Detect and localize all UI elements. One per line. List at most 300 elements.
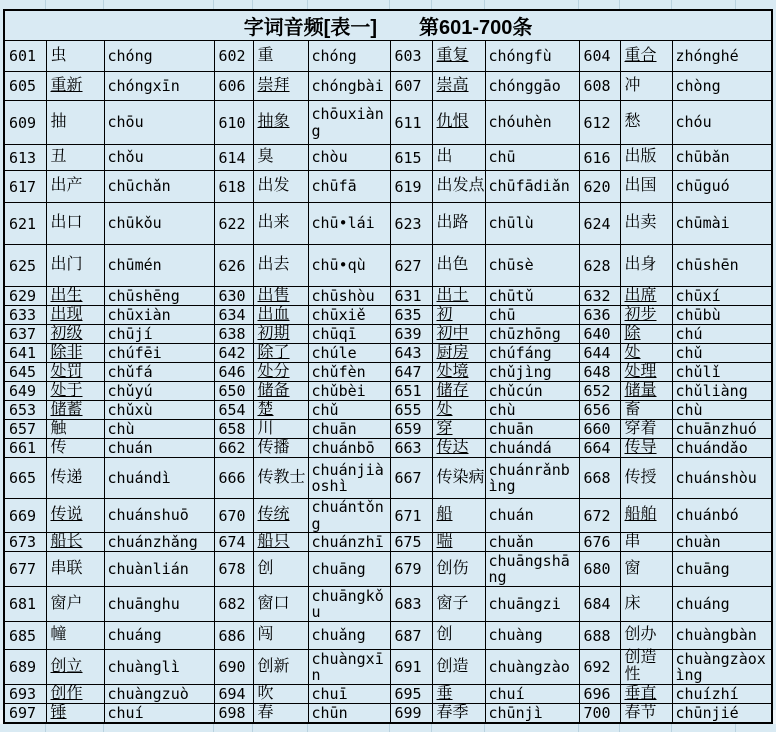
pinyin-cell: chuānzhuó [672,420,772,439]
pinyin-cell: chóngfù [485,41,579,72]
hanzi-link-cell[interactable]: 处 [620,344,672,363]
gridline [307,0,308,9]
gridline [619,0,620,9]
entry-number-cell: 639 [390,325,432,344]
hanzi-link-cell[interactable]: 处分 [253,363,308,382]
pinyin-cell: chuízhí [672,685,772,704]
entry-number-cell: 686 [214,622,253,650]
table-row [4,171,772,203]
hanzi-link-cell[interactable]: 除 [620,325,672,344]
hanzi-cell: 川 [253,420,308,439]
pinyin-cell: chūn [308,704,390,724]
table-row [4,458,772,499]
hanzi-link-cell[interactable]: 出生 [46,287,104,306]
hanzi-link-cell[interactable]: 处罚 [46,363,104,382]
hanzi-cell: 触 [46,420,104,439]
pinyin-cell: chūxiě [308,306,390,325]
title-right: 第601-700条 [419,17,533,39]
pinyin-cell: chūshēn [672,245,772,287]
hanzi-cell: 出发 [253,171,308,203]
pinyin-cell: chù [485,401,579,420]
entry-number-cell: 667 [390,458,432,499]
hanzi-link-cell[interactable]: 重新 [46,72,104,101]
entry-number-cell: 623 [390,203,432,245]
pinyin-cell: chōuxiàng [308,101,390,145]
hanzi-link-cell[interactable]: 出现 [46,306,104,325]
entry-number-cell: 616 [579,145,620,171]
entry-number-cell: 646 [214,363,253,382]
pinyin-cell: chūlù [485,203,579,245]
entry-number-cell: 693 [4,685,46,704]
hanzi-link-cell[interactable]: 厨房 [432,344,485,363]
entry-number-cell: 680 [579,552,620,587]
pinyin-cell: chūguó [672,171,772,203]
table-row [4,145,772,171]
hanzi-link-cell[interactable]: 传统 [253,499,308,533]
entry-number-cell: 653 [4,401,46,420]
pinyin-cell: chūbǎn [672,145,772,171]
hanzi-cell: 春 [253,704,308,724]
table-row [4,306,772,325]
pinyin-cell: chóngxīn [104,72,214,101]
entry-number-cell: 678 [214,552,253,587]
pinyin-cell: chuàngzàoxìng [672,650,772,685]
spreadsheet-gridline-strip-top [0,0,776,9]
hanzi-link-cell[interactable]: 船 [432,499,485,533]
pinyin-cell: chuànglì [104,650,214,685]
hanzi-link-cell[interactable]: 传达 [432,439,485,458]
pinyin-cell: chǔ [308,401,390,420]
vocab-table [3,9,773,724]
hanzi-link-cell[interactable]: 储存 [432,382,485,401]
entry-number-cell: 677 [4,552,46,587]
gridline [103,724,104,732]
table-row [4,420,772,439]
pinyin-cell: chóuhèn [485,101,579,145]
entry-number-cell: 663 [390,439,432,458]
pinyin-cell: chūkǒu [104,203,214,245]
hanzi-link-cell[interactable]: 初期 [253,325,308,344]
hanzi-link-cell[interactable]: 抽象 [253,101,308,145]
hanzi-link-cell[interactable]: 出席 [620,287,672,306]
pinyin-cell: chuí [104,704,214,724]
hanzi-link-cell[interactable]: 初 [432,306,485,325]
entry-number-cell: 656 [579,401,620,420]
gridline [389,724,390,732]
hanzi-cell: 出版 [620,145,672,171]
entry-number-cell: 649 [4,382,46,401]
entry-number-cell: 664 [579,439,620,458]
entry-number-cell: 660 [579,420,620,439]
entry-number-cell: 694 [214,685,253,704]
pinyin-cell: chū•lái [308,203,390,245]
entry-number-cell: 607 [390,72,432,101]
entry-number-cell: 613 [4,145,46,171]
table-row [4,533,772,552]
hanzi-link-cell[interactable]: 重合 [620,41,672,72]
gridline [619,724,620,732]
pinyin-cell: chūxiàn [104,306,214,325]
pinyin-cell: chóu [672,101,772,145]
hanzi-cell: 幢 [46,622,104,650]
hanzi-cell: 丑 [46,145,104,171]
pinyin-cell: chuàn [672,533,772,552]
entry-number-cell: 650 [214,382,253,401]
entry-number-cell: 679 [390,552,432,587]
pinyin-cell: chuàng [485,622,579,650]
pinyin-cell: chuántǒng [308,499,390,533]
hanzi-link-cell[interactable]: 传导 [620,439,672,458]
table-row [4,650,772,685]
pinyin-cell: chū [485,145,579,171]
gridline [431,724,432,732]
entry-number-cell: 668 [579,458,620,499]
pinyin-cell: chǔbèi [308,382,390,401]
entry-number-cell: 627 [390,245,432,287]
hanzi-cell: 传 [46,439,104,458]
hanzi-link-cell[interactable]: 崇拜 [253,72,308,101]
hanzi-cell: 出国 [620,171,672,203]
hanzi-link-cell[interactable]: 崇高 [432,72,485,101]
pinyin-cell: chǔyú [104,382,214,401]
entry-number-cell: 626 [214,245,253,287]
hanzi-cell: 出路 [432,203,485,245]
pinyin-cell: chuándì [104,458,214,499]
table-row [4,344,772,363]
entry-number-cell: 698 [214,704,253,724]
hanzi-link-cell[interactable]: 初步 [620,306,672,325]
entry-number-cell: 631 [390,287,432,306]
entry-number-cell: 634 [214,306,253,325]
hanzi-cell: 创 [432,622,485,650]
hanzi-cell: 出来 [253,203,308,245]
table-row [4,552,772,587]
pinyin-cell: chǔcún [485,382,579,401]
entry-number-cell: 603 [390,41,432,72]
hanzi-link-cell[interactable]: 储量 [620,382,672,401]
hanzi-cell: 吹 [253,685,308,704]
hanzi-link-cell[interactable]: 锤 [46,704,104,724]
entry-number-cell: 692 [579,650,620,685]
hanzi-cell: 春节 [620,704,672,724]
hanzi-cell: 抽 [46,101,104,145]
hanzi-cell: 出去 [253,245,308,287]
hanzi-link-cell[interactable]: 处理 [620,363,672,382]
hanzi-cell: 出身 [620,245,672,287]
hanzi-cell: 愁 [620,101,672,145]
pinyin-cell: chǔliàng [672,382,772,401]
entry-number-cell: 665 [4,458,46,499]
pinyin-cell: chúfáng [485,344,579,363]
entry-number-cell: 670 [214,499,253,533]
hanzi-cell: 虫 [46,41,104,72]
entry-number-cell: 674 [214,533,253,552]
entry-number-cell: 601 [4,41,46,72]
pinyin-cell: chuàngbàn [672,622,772,650]
pinyin-cell: chù [672,401,772,420]
gridline [252,0,253,9]
gridline [578,0,579,9]
entry-number-cell: 622 [214,203,253,245]
gridline [213,0,214,9]
entry-number-cell: 644 [579,344,620,363]
pinyin-cell: chǔlǐ [672,363,772,382]
hanzi-cell: 窗口 [253,587,308,622]
entry-number-cell: 659 [390,420,432,439]
pinyin-cell: chū•qù [308,245,390,287]
hanzi-link-cell[interactable]: 创作 [46,685,104,704]
pinyin-cell: chuándǎo [672,439,772,458]
hanzi-cell: 创造 [432,650,485,685]
gridline [307,724,308,732]
entry-number-cell: 648 [579,363,620,382]
entry-number-cell: 675 [390,533,432,552]
entry-number-cell: 673 [4,533,46,552]
pinyin-cell: chuān [308,420,390,439]
table-row [4,325,772,344]
pinyin-cell: chù [104,420,214,439]
entry-number-cell: 630 [214,287,253,306]
pinyin-cell: chūshēng [104,287,214,306]
pinyin-cell: chuánzhǎng [104,533,214,552]
entry-number-cell: 632 [579,287,620,306]
entry-number-cell: 606 [214,72,253,101]
pinyin-cell: chuànlián [104,552,214,587]
gridline [671,0,672,9]
entry-number-cell: 655 [390,401,432,420]
entry-number-cell: 661 [4,439,46,458]
hanzi-cell: 畜 [620,401,672,420]
entry-number-cell: 619 [390,171,432,203]
hanzi-cell: 春季 [432,704,485,724]
entry-number-cell: 684 [579,587,620,622]
pinyin-cell: chú [672,325,772,344]
gridline [45,724,46,732]
hanzi-link-cell[interactable]: 储蓄 [46,401,104,420]
table-row [4,439,772,458]
pinyin-cell: chuāngzi [485,587,579,622]
hanzi-link-cell[interactable]: 除了 [253,344,308,363]
pinyin-cell: chòng [672,72,772,101]
pinyin-cell: chǔjìng [485,363,579,382]
hanzi-cell: 出色 [432,245,485,287]
table-row [4,685,772,704]
hanzi-link-cell[interactable]: 船长 [46,533,104,552]
pinyin-cell: chuāngkǒu [308,587,390,622]
entry-number-cell: 652 [579,382,620,401]
entry-number-cell: 651 [390,382,432,401]
entry-number-cell: 608 [579,72,620,101]
entry-number-cell: 688 [579,622,620,650]
pinyin-cell: chōu [104,101,214,145]
pinyin-cell: chūjí [104,325,214,344]
pinyin-cell: chuándá [485,439,579,458]
pinyin-cell: chūshòu [308,287,390,306]
gridline [578,724,579,732]
pinyin-cell: chuán [104,439,214,458]
hanzi-cell: 窗户 [46,587,104,622]
hanzi-cell: 出门 [46,245,104,287]
table-row [4,704,772,724]
hanzi-cell: 出发点 [432,171,485,203]
pinyin-cell: chuánbō [308,439,390,458]
table-title-row [4,10,772,41]
hanzi-cell: 窗 [620,552,672,587]
pinyin-cell: chóng [104,41,214,72]
entry-number-cell: 620 [579,171,620,203]
entry-number-cell: 628 [579,245,620,287]
gridline [431,0,432,9]
pinyin-cell: chuán [485,499,579,533]
entry-number-cell: 697 [4,704,46,724]
hanzi-cell: 臭 [253,145,308,171]
hanzi-cell: 出口 [46,203,104,245]
hanzi-link-cell[interactable]: 楚 [253,401,308,420]
pinyin-cell: chūtǔ [485,287,579,306]
pinyin-cell: chuān [485,420,579,439]
hanzi-link-cell[interactable]: 出血 [253,306,308,325]
entry-number-cell: 637 [4,325,46,344]
entry-number-cell: 621 [4,203,46,245]
pinyin-cell: chónggāo [485,72,579,101]
entry-number-cell: 602 [214,41,253,72]
pinyin-cell: chuánzhī [308,533,390,552]
hanzi-cell: 窗子 [432,587,485,622]
hanzi-cell: 传教士 [253,458,308,499]
entry-number-cell: 654 [214,401,253,420]
table-row [4,72,772,101]
pinyin-cell: chūbù [672,306,772,325]
entry-number-cell: 657 [4,420,46,439]
entry-number-cell: 672 [579,499,620,533]
entry-number-cell: 662 [214,439,253,458]
pinyin-cell: chúfēi [104,344,214,363]
gridline [484,0,485,9]
entry-number-cell: 658 [214,420,253,439]
entry-number-cell: 614 [214,145,253,171]
hanzi-link-cell[interactable]: 处于 [46,382,104,401]
gridline [252,724,253,732]
hanzi-link-cell[interactable]: 初中 [432,325,485,344]
pinyin-cell: chuāng [672,552,772,587]
table-row [4,499,772,533]
pinyin-cell: chūnjié [672,704,772,724]
entry-number-cell: 629 [4,287,46,306]
hanzi-link-cell[interactable]: 垂 [432,685,485,704]
hanzi-cell: 出产 [46,171,104,203]
entry-number-cell: 669 [4,499,46,533]
hanzi-link-cell[interactable]: 初级 [46,325,104,344]
hanzi-link-cell[interactable]: 出土 [432,287,485,306]
table-row [4,401,772,420]
hanzi-cell: 创造性 [620,650,672,685]
pinyin-cell: chuánjiàoshì [308,458,390,499]
entry-number-cell: 696 [579,685,620,704]
hanzi-link-cell[interactable]: 垂直 [620,685,672,704]
pinyin-cell: chuáng [104,622,214,650]
hanzi-cell: 创办 [620,622,672,650]
entry-number-cell: 635 [390,306,432,325]
hanzi-link-cell[interactable]: 仇恨 [432,101,485,145]
hanzi-link-cell[interactable]: 处 [432,401,485,420]
entry-number-cell: 640 [579,325,620,344]
entry-number-cell: 638 [214,325,253,344]
entry-number-cell: 610 [214,101,253,145]
pinyin-cell: chuàngzào [485,650,579,685]
entry-number-cell: 617 [4,171,46,203]
pinyin-cell: chūsè [485,245,579,287]
entry-number-cell: 605 [4,72,46,101]
hanzi-cell: 创 [253,552,308,587]
hanzi-link-cell[interactable]: 穿 [432,420,485,439]
entry-number-cell: 643 [390,344,432,363]
entry-number-cell: 647 [390,363,432,382]
gridline [671,724,672,732]
hanzi-cell: 创新 [253,650,308,685]
hanzi-cell: 传播 [253,439,308,458]
hanzi-link-cell[interactable]: 船舶 [620,499,672,533]
hanzi-link-cell[interactable]: 出售 [253,287,308,306]
pinyin-cell: chuāngshāng [485,552,579,587]
hanzi-cell: 闯 [253,622,308,650]
hanzi-link-cell[interactable]: 除非 [46,344,104,363]
hanzi-link-cell[interactable]: 船只 [253,533,308,552]
hanzi-cell: 传授 [620,458,672,499]
pinyin-cell: chuàngzuò [104,685,214,704]
gridline [735,724,736,732]
gridline [484,724,485,732]
pinyin-cell: chóng [308,41,390,72]
gridline [213,724,214,732]
hanzi-link-cell[interactable]: 传说 [46,499,104,533]
entry-number-cell: 636 [579,306,620,325]
entry-number-cell: 689 [4,650,46,685]
entry-number-cell: 683 [390,587,432,622]
table-row [4,203,772,245]
entry-number-cell: 685 [4,622,46,650]
pinyin-cell: chòu [308,145,390,171]
table-row [4,41,772,72]
hanzi-cell: 重 [253,41,308,72]
pinyin-cell: chǔfá [104,363,214,382]
table-row [4,622,772,650]
hanzi-cell: 传递 [46,458,104,499]
hanzi-link-cell[interactable]: 处境 [432,363,485,382]
hanzi-link-cell[interactable]: 重复 [432,41,485,72]
hanzi-link-cell[interactable]: 喘 [432,533,485,552]
pinyin-cell: chuǎn [485,533,579,552]
hanzi-link-cell[interactable]: 创立 [46,650,104,685]
entry-number-cell: 624 [579,203,620,245]
entry-number-cell: 676 [579,533,620,552]
pinyin-cell: chuàngxīn [308,650,390,685]
pinyin-cell: chūmén [104,245,214,287]
pinyin-cell: chuánshuō [104,499,214,533]
hanzi-cell: 床 [620,587,672,622]
hanzi-link-cell[interactable]: 储备 [253,382,308,401]
gridline [389,0,390,9]
spreadsheet-gridline-strip-bottom [0,724,776,732]
table-row [4,101,772,145]
table-row [4,363,772,382]
pinyin-cell: chūchǎn [104,171,214,203]
pinyin-cell: chuánshòu [672,458,772,499]
entry-number-cell: 671 [390,499,432,533]
entry-number-cell: 681 [4,587,46,622]
gridline [103,0,104,9]
gridline [45,0,46,9]
entry-number-cell: 687 [390,622,432,650]
